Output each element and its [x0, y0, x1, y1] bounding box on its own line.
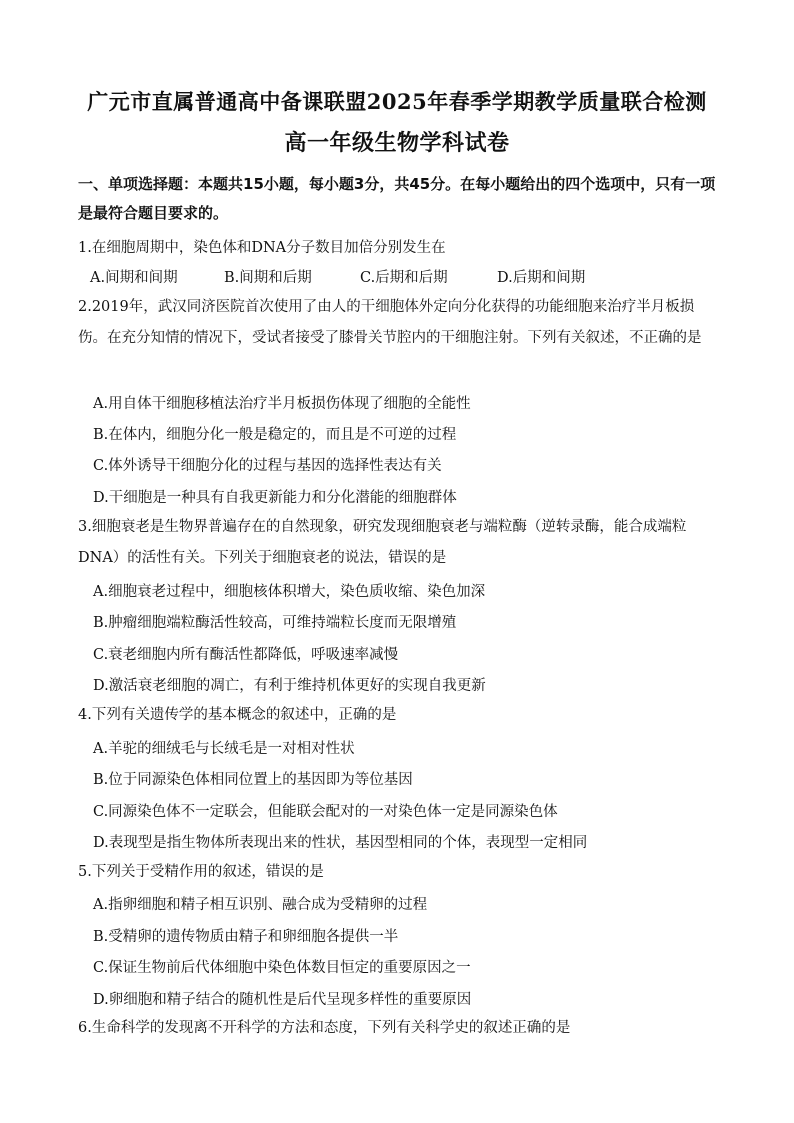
section-heading: 一、单项选择题：本题共15小题，每小题3分，共45分。在每小题给出的四个选项中，只有一项是最符合题目要求的。 — [78, 175, 716, 222]
question-3-stem: 3.细胞衰老是生物界普遍存在的自然现象，研究发现细胞衰老与端粒酶（逆转录酶，能合成端粒DNA）的活性有关。下列关于细胞衰老的说法，错误的是 — [78, 519, 687, 566]
question-3-option-d: D.激活衰老细胞的凋亡，有利于维持机体更好的实现自我更新 — [93, 678, 486, 694]
question-4-option-d: D.表现型是指生物体所表现出来的性状，基因型相同的个体，表现型一定相同 — [93, 835, 588, 851]
question-1-option-d: D.后期和间期 — [497, 270, 586, 286]
question-1-option-c: C.后期和后期 — [360, 270, 448, 286]
question-5-option-d: D.卵细胞和精子结合的随机性是后代呈现多样性的重要原因 — [93, 992, 472, 1008]
question-2-stem: 2.2019年，武汉同济医院首次使用了由人的干细胞体外定向分化获得的功能细胞来治疗半月板损伤。在充分知情的情况下，受试者接受了膝骨关节腔内的干细胞注射。下列有关叙述，不正确的是 — [78, 299, 702, 346]
question-3-option-c: C.衰老细胞内所有酶活性都降低，呼吸速率减慢 — [93, 647, 399, 663]
question-6-stem: 6.生命科学的发现离不开科学的方法和态度，下列有关科学史的叙述正确的是 — [78, 1020, 571, 1036]
exam-subtitle: 高一年级生物学科试卷 — [284, 130, 510, 156]
question-5-stem: 5.下列关于受精作用的叙述，错误的是 — [78, 864, 324, 880]
question-1-stem: 1.在细胞周期中，染色体和DNA分子数目加倍分别发生在 — [78, 240, 446, 256]
question-3-option-a: A.细胞衰老过程中，细胞核体积增大，染色质收缩、染色加深 — [93, 584, 486, 600]
question-5-option-a: A.指卵细胞和精子相互识别、融合成为受精卵的过程 — [93, 897, 428, 913]
question-2-option-b: B.在体内，细胞分化一般是稳定的，而且是不可逆的过程 — [93, 427, 457, 443]
question-2-option-d: D.干细胞是一种具有自我更新能力和分化潜能的细胞群体 — [93, 490, 457, 506]
question-2-option-a: A.用自体干细胞移植法治疗半月板损伤体现了细胞的全能性 — [93, 396, 471, 412]
question-2-option-c: C.体外诱导干细胞分化的过程与基因的选择性表达有关 — [93, 458, 442, 474]
question-4-option-c: C.同源染色体不一定联会，但能联会配对的一对染色体一定是同源染色体 — [93, 804, 558, 820]
question-1-option-a: A.间期和间期 — [90, 270, 178, 286]
question-4-stem: 4.下列有关遗传学的基本概念的叙述中，正确的是 — [78, 707, 397, 723]
question-5-option-b: B.受精卵的遗传物质由精子和卵细胞各提供一半 — [93, 929, 399, 945]
question-5-option-c: C.保证生物前后代体细胞中染色体数目恒定的重要原因之一 — [93, 960, 471, 976]
question-3-option-b: B.肿瘤细胞端粒酶活性较高，可维持端粒长度而无限增殖 — [93, 615, 457, 631]
exam-title: 广元市直属普通高中备课联盟2025年春季学期教学质量联合检测 — [87, 89, 707, 114]
question-4-option-b: B.位于同源染色体相同位置上的基因即为等位基因 — [93, 772, 413, 788]
question-1-options — [90, 266, 710, 290]
question-4-option-a: A.羊驼的细绒毛与长绒毛是一对相对性状 — [93, 741, 355, 757]
question-1-option-b: B.间期和后期 — [224, 270, 312, 286]
